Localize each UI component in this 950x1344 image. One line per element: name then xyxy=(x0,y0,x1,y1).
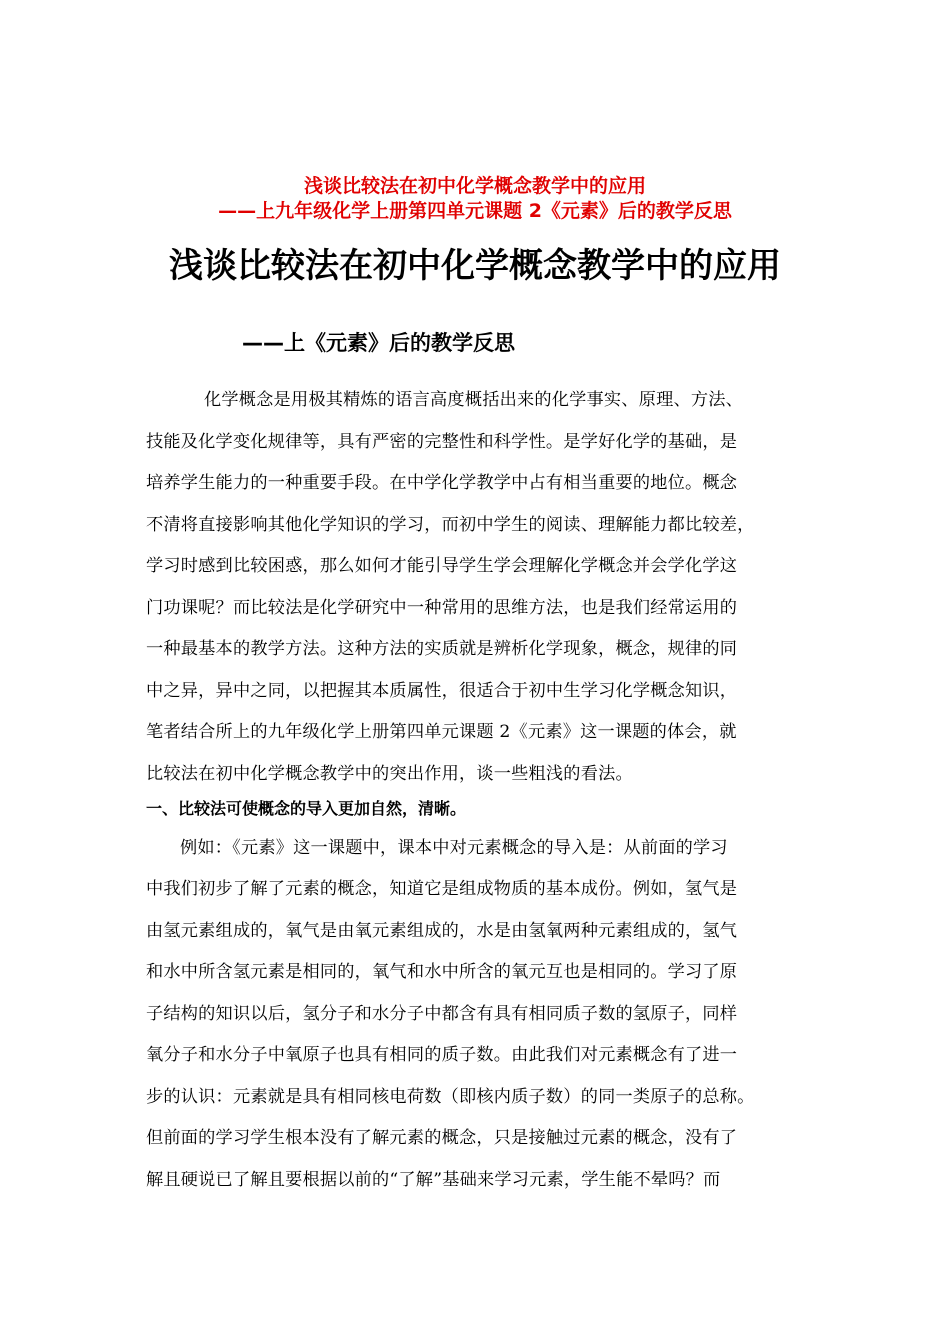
paragraph-line: 和水中所含氢元素是相同的，氧气和水中所含的氧元互也是相同的。学习了原 xyxy=(146,962,738,982)
paragraph-line: 但前面的学习学生根本没有了解元素的概念，只是接触过元素的概念，没有了 xyxy=(146,1128,738,1148)
page-subtitle: ——上《元素》后的教学反思 xyxy=(242,331,515,355)
paragraph-line: 中我们初步了解了元素的概念，知道它是组成物质的基本成份。例如，氢气是 xyxy=(146,879,738,899)
paragraph-line: 由氢元素组成的，氧气是由氧元素组成的，水是由氢氧两种元素组成的，氢气 xyxy=(146,921,738,941)
paragraph-line: 培养学生能力的一种重要手段。在中学化学教学中占有相当重要的地位。概念 xyxy=(146,473,738,493)
page-title: 浅谈比较法在初中化学概念教学中的应用 xyxy=(169,246,781,286)
paragraph-line: 解且硬说已了解且要根据以前的“了解”基础来学习元素，学生能不晕吗？而 xyxy=(146,1170,721,1190)
paragraph-line: 不清将直接影响其他化学知识的学习，而初中学生的阅读、理解能力都比较差， xyxy=(146,515,755,535)
paragraph-line: 比较法在初中化学概念教学中的突出作用，谈一些粗浅的看法。 xyxy=(146,764,633,784)
paragraph-line: 一种最基本的教学方法。这种方法的实质就是辨析化学现象，概念，规律的同 xyxy=(146,639,738,659)
paragraph-line: 中之异，异中之同，以把握其本质属性，很适合于初中生学习化学概念知识， xyxy=(146,681,738,701)
paragraph-line: 化学概念是用极其精炼的语言高度概括出来的化学事实、原理、方法、 xyxy=(204,390,744,410)
paragraph-line: 氧分子和水分子中氧原子也具有相同的质子数。由此我们对元素概念有了进一 xyxy=(146,1045,738,1065)
paragraph-line: 门功课呢？而比较法是化学研究中一种常用的思维方法，也是我们经常运用的 xyxy=(146,598,738,618)
paragraph-line: 步的认识：元素就是具有相同核电荷数（即核内质子数）的同一类原子的总称。 xyxy=(146,1087,755,1107)
section-heading: 一、比较法可使概念的导入更加自然，清晰。 xyxy=(146,799,467,818)
paragraph-line: 笔者结合所上的九年级化学上册第四单元课题 2《元素》这一课题的体会，就 xyxy=(146,722,737,742)
paragraph-line: 学习时感到比较困惑，那么如何才能引导学生学会理解化学概念并会学化学这 xyxy=(146,556,738,576)
paragraph-line: 技能及化学变化规律等，具有严密的完整性和科学性。是学好化学的基础，是 xyxy=(146,432,738,452)
red-title-line-1: 浅谈比较法在初中化学概念教学中的应用 xyxy=(303,175,646,197)
paragraph-line: 例如：《元素》这一课题中，课本中对元素概念的导入是：从前面的学习 xyxy=(180,838,728,858)
red-title-line-2: ——上九年级化学上册第四单元课题 2《元素》后的教学反思 xyxy=(218,200,732,222)
paragraph-line: 子结构的知识以后，氢分子和水分子中都含有具有相同质子数的氢原子，同样 xyxy=(146,1004,738,1024)
